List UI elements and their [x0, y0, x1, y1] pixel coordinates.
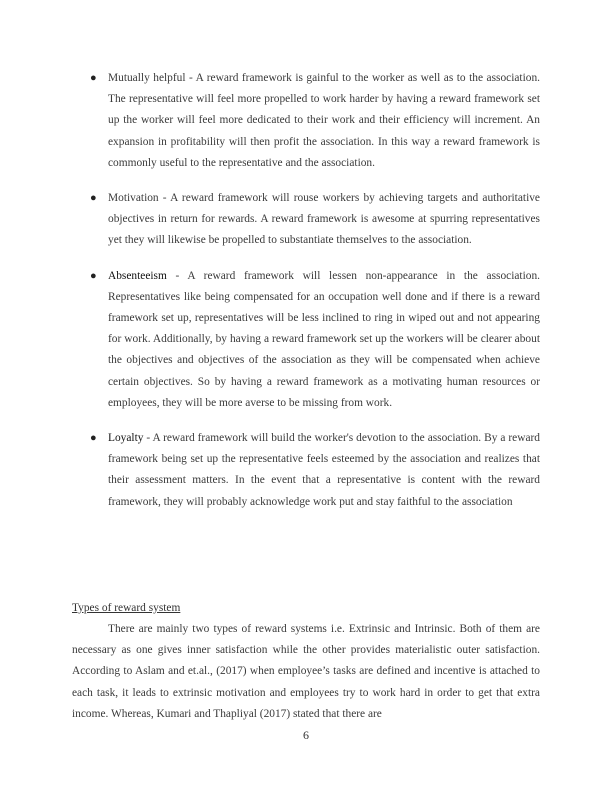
bullet-text: - A reward framework is gainful to the worker as well as to the association. The representative will feel more propelled to work harder by having a reward framework set up the worker will feel more dedicated to their work and their efficiency will increment. An expansion in profitability will then profit the association. In this way a reward framework is commonly useful to the representative and the association. [108, 72, 540, 169]
bullet-term: Loyalty [108, 432, 144, 445]
bullet-text: - A reward framework will build the worker's devotion to the association. By a reward framework being set up the representative feels esteemed by the association and realizes that their assessment matters. In the event that a representative is content with the reward framework, they will probably acknowledge work put and stay faithful to the association [108, 432, 540, 508]
bullet-absenteeism [90, 266, 540, 414]
bullet-dot-icon: ● [90, 72, 97, 84]
benefits-bullet-list [90, 68, 540, 527]
bullet-term: Mutually helpful [108, 72, 186, 84]
bullet-dot-icon: ● [90, 192, 97, 205]
bullet-loyalty [90, 428, 540, 513]
bullet-term: Absenteeism [108, 269, 167, 282]
page-number: 6 [303, 728, 309, 742]
bullet-motivation [90, 188, 540, 252]
bullet-mutually-helpful [90, 68, 540, 174]
body-paragraph: There are mainly two types of reward systems i.e. Extrinsic and Intrinsic. Both of them are necessary as one gives inner satisfaction while the other provides materialistic outer satisfaction. According to Aslam and et.al., (2017) when employee’s tasks are defined and incentive is attached to each task, it leads to extrinsic motivation and employees try to work hard in order to get that extra income. Whereas, Kumari and Thapliyal (2017) stated that there are [72, 623, 540, 720]
bullet-dot-icon: ● [90, 432, 97, 445]
bullet-text: - A reward framework will lessen non-appearance in the association. Representatives like being compensated for an occupation well done and if there is a reward framework set up, representatives will be less inclined to ring in wiped out and not appearing for work. Additionally, by having a reward framework set up the workers will be clearer about the objectives and objectives of the association as they will be compensated when achieve certain objectives. So by having a reward framework as a motivating human resources or employees, they will be more averse to be missing from work. [108, 269, 540, 409]
section-heading: Types of reward system [72, 602, 181, 614]
bullet-dot-icon: ● [90, 269, 97, 282]
bullet-term: Motivation [108, 192, 159, 205]
bullet-text: - A reward framework will rouse workers by achieving targets and authoritative objectives in return for rewards. A reward framework is awesome at spurring representatives yet they will likewise be propelled to substantiate themselves to the association. [108, 192, 540, 247]
